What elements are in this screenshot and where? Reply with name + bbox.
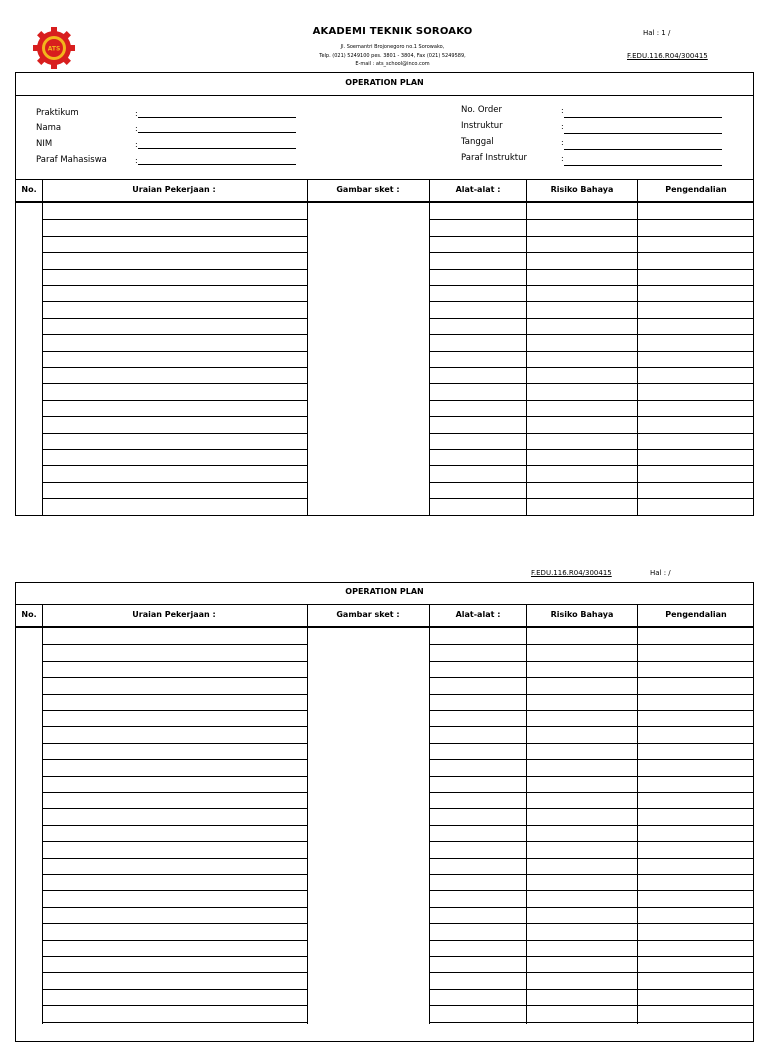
table-row-line[interactable] [42, 351, 307, 352]
table-row-line[interactable] [42, 825, 307, 826]
page-number-label-2: Hal : / [650, 569, 671, 577]
table-row-line[interactable] [429, 236, 754, 237]
table-row-line[interactable] [42, 776, 307, 777]
table-row-line[interactable] [42, 890, 307, 891]
field-colon: : [561, 122, 564, 131]
table-row-line[interactable] [429, 482, 754, 483]
institution-name: AKADEMI TEKNIK SOROAKO [312, 26, 473, 37]
table-row-line[interactable] [42, 301, 307, 302]
field-input-line[interactable] [138, 117, 296, 118]
table-row-line[interactable] [42, 433, 307, 434]
column-header: Alat-alat : [455, 185, 501, 194]
field-colon: : [135, 109, 138, 118]
table-row-line[interactable] [42, 677, 307, 678]
column-divider [429, 179, 430, 201]
table-row-line[interactable] [42, 252, 307, 253]
table-row-line[interactable] [429, 923, 754, 924]
table-row-line[interactable] [42, 236, 307, 237]
table-row-line[interactable] [429, 367, 754, 368]
document-code: F.EDU.116.R04/300415 [627, 52, 708, 60]
column-divider [637, 628, 638, 1024]
table-row-line[interactable] [42, 874, 307, 875]
table-row-line[interactable] [429, 269, 754, 270]
column-header: Gambar sket : [336, 610, 400, 619]
field-label: Paraf Instruktur [461, 153, 528, 163]
table-row-line[interactable] [42, 367, 307, 368]
field-label: NIM [36, 139, 53, 149]
column-header: Gambar sket : [336, 185, 400, 194]
column-divider [429, 628, 430, 1024]
table-row-line[interactable] [42, 743, 307, 744]
column-divider [42, 628, 43, 1024]
table-row-line[interactable] [429, 956, 754, 957]
divider [15, 179, 754, 180]
table-row-line[interactable] [42, 841, 307, 842]
address-line-3: E-mail : ats_school@inco.com [355, 61, 430, 67]
column-divider [42, 203, 43, 515]
table-row-line[interactable] [42, 416, 307, 417]
table-row-line[interactable] [429, 989, 754, 990]
table-row-line[interactable] [429, 858, 754, 859]
column-divider [307, 179, 308, 201]
table-row-line[interactable] [429, 743, 754, 744]
column-header: No. [21, 185, 37, 194]
table-row-line[interactable] [42, 449, 307, 450]
table-row-line[interactable] [429, 383, 754, 384]
column-header: Pengendalian [665, 610, 727, 619]
table-row-line[interactable] [42, 661, 307, 662]
table-row-line[interactable] [429, 285, 754, 286]
table-row-line[interactable] [429, 1005, 754, 1006]
table-row-line[interactable] [42, 940, 307, 941]
divider [15, 201, 754, 203]
form-2-title: OPERATION PLAN [345, 587, 424, 596]
field-label: Paraf Mahasiswa [36, 155, 107, 165]
field-label: Tanggal [461, 137, 494, 147]
table-row-line[interactable] [42, 285, 307, 286]
form-1-title: OPERATION PLAN [345, 78, 424, 87]
table-row-line[interactable] [429, 318, 754, 319]
column-divider [307, 604, 308, 626]
column-divider [526, 628, 527, 1024]
table-row-line[interactable] [429, 400, 754, 401]
table-row-line[interactable] [42, 726, 307, 727]
table-row-line[interactable] [429, 644, 754, 645]
field-input-line[interactable] [138, 148, 296, 149]
field-colon: : [561, 106, 564, 115]
table-row-line[interactable] [42, 1022, 307, 1023]
field-input-line[interactable] [564, 133, 722, 134]
table-row-line[interactable] [429, 465, 754, 466]
address-line-2: Telp. (021) 5249100 pes. 3801 - 3804, Fax (021) 5249589, [319, 53, 466, 59]
table-row-line[interactable] [429, 710, 754, 711]
column-header: Risiko Bahaya [550, 610, 614, 619]
table-row-line[interactable] [429, 874, 754, 875]
field-colon: : [135, 140, 138, 149]
table-row-line[interactable] [42, 694, 307, 695]
table-row-line[interactable] [42, 644, 307, 645]
column-divider [307, 203, 308, 515]
table-row-line[interactable] [429, 433, 754, 434]
operation-plan-form-2 [15, 582, 754, 1042]
field-label: No. Order [461, 105, 502, 115]
column-divider [429, 604, 430, 626]
table-row-line[interactable] [42, 808, 307, 809]
table-row-line[interactable] [429, 726, 754, 727]
column-divider [637, 604, 638, 626]
table-row-line[interactable] [429, 677, 754, 678]
column-divider [42, 179, 43, 201]
table-row-line[interactable] [42, 219, 307, 220]
table-row-line[interactable] [42, 989, 307, 990]
table-row-line[interactable] [42, 972, 307, 973]
column-divider [307, 628, 308, 1024]
field-input-line[interactable] [564, 117, 722, 118]
table-row-line[interactable] [429, 219, 754, 220]
table-row-line[interactable] [429, 776, 754, 777]
table-row-line[interactable] [429, 1022, 754, 1023]
column-header: Risiko Bahaya [550, 185, 614, 194]
table-row-line[interactable] [429, 449, 754, 450]
table-row-line[interactable] [42, 482, 307, 483]
table-row-line[interactable] [42, 710, 307, 711]
table-row-line[interactable] [429, 301, 754, 302]
table-row-line[interactable] [42, 1005, 307, 1006]
column-divider [526, 179, 527, 201]
table-row-line[interactable] [429, 808, 754, 809]
table-row-line[interactable] [429, 252, 754, 253]
column-header: Uraian Pekerjaan : [132, 185, 216, 194]
field-input-line[interactable] [138, 164, 296, 165]
page-number-label: Hal : 1 / [643, 29, 671, 37]
document-code-2: F.EDU.116.R04/300415 [531, 569, 612, 577]
table-row-line[interactable] [42, 400, 307, 401]
table-row-line[interactable] [429, 351, 754, 352]
column-header: Pengendalian [665, 185, 727, 194]
table-row-line[interactable] [429, 907, 754, 908]
table-row-line[interactable] [42, 956, 307, 957]
field-colon: : [561, 154, 564, 163]
logo-text: ATS [47, 45, 61, 53]
divider [15, 604, 754, 605]
table-row-line[interactable] [42, 792, 307, 793]
table-row-line[interactable] [429, 416, 754, 417]
column-header: Alat-alat : [455, 610, 501, 619]
table-row-line[interactable] [42, 269, 307, 270]
table-row-line[interactable] [429, 825, 754, 826]
table-row-line[interactable] [429, 792, 754, 793]
column-header: No. [21, 610, 37, 619]
table-row-line[interactable] [429, 940, 754, 941]
table-row-line[interactable] [429, 972, 754, 973]
field-label: Nama [36, 123, 62, 133]
table-row-line[interactable] [42, 759, 307, 760]
table-row-line[interactable] [429, 841, 754, 842]
column-divider [526, 203, 527, 515]
table-row-line[interactable] [429, 759, 754, 760]
field-input-line[interactable] [138, 132, 296, 133]
table-row-line[interactable] [42, 334, 307, 335]
divider [15, 95, 754, 96]
field-input-line[interactable] [564, 149, 722, 150]
table-row-line[interactable] [42, 383, 307, 384]
column-divider [637, 179, 638, 201]
table-row-line[interactable] [42, 858, 307, 859]
field-colon: : [135, 124, 138, 133]
table-row-line[interactable] [429, 694, 754, 695]
table-row-line[interactable] [42, 907, 307, 908]
field-label: Instruktur [461, 121, 503, 131]
ats-logo [31, 25, 77, 71]
column-divider [526, 604, 527, 626]
table-row-line[interactable] [429, 890, 754, 891]
table-row-line[interactable] [429, 334, 754, 335]
field-colon: : [135, 156, 138, 165]
column-divider [42, 604, 43, 626]
table-row-line[interactable] [42, 318, 307, 319]
divider [15, 626, 754, 628]
address-line-1: Jl. Soemantri Brojonegoro no.1 Sorowako, [340, 44, 445, 50]
column-header: Uraian Pekerjaan : [132, 610, 216, 619]
table-row-line[interactable] [429, 498, 754, 499]
table-row-line[interactable] [429, 661, 754, 662]
table-row-line[interactable] [42, 465, 307, 466]
field-label: Praktikum [36, 108, 79, 118]
column-divider [637, 203, 638, 515]
column-divider [429, 203, 430, 515]
field-input-line[interactable] [564, 165, 722, 166]
field-colon: : [561, 138, 564, 147]
table-row-line[interactable] [42, 923, 307, 924]
table-row-line[interactable] [42, 498, 307, 499]
